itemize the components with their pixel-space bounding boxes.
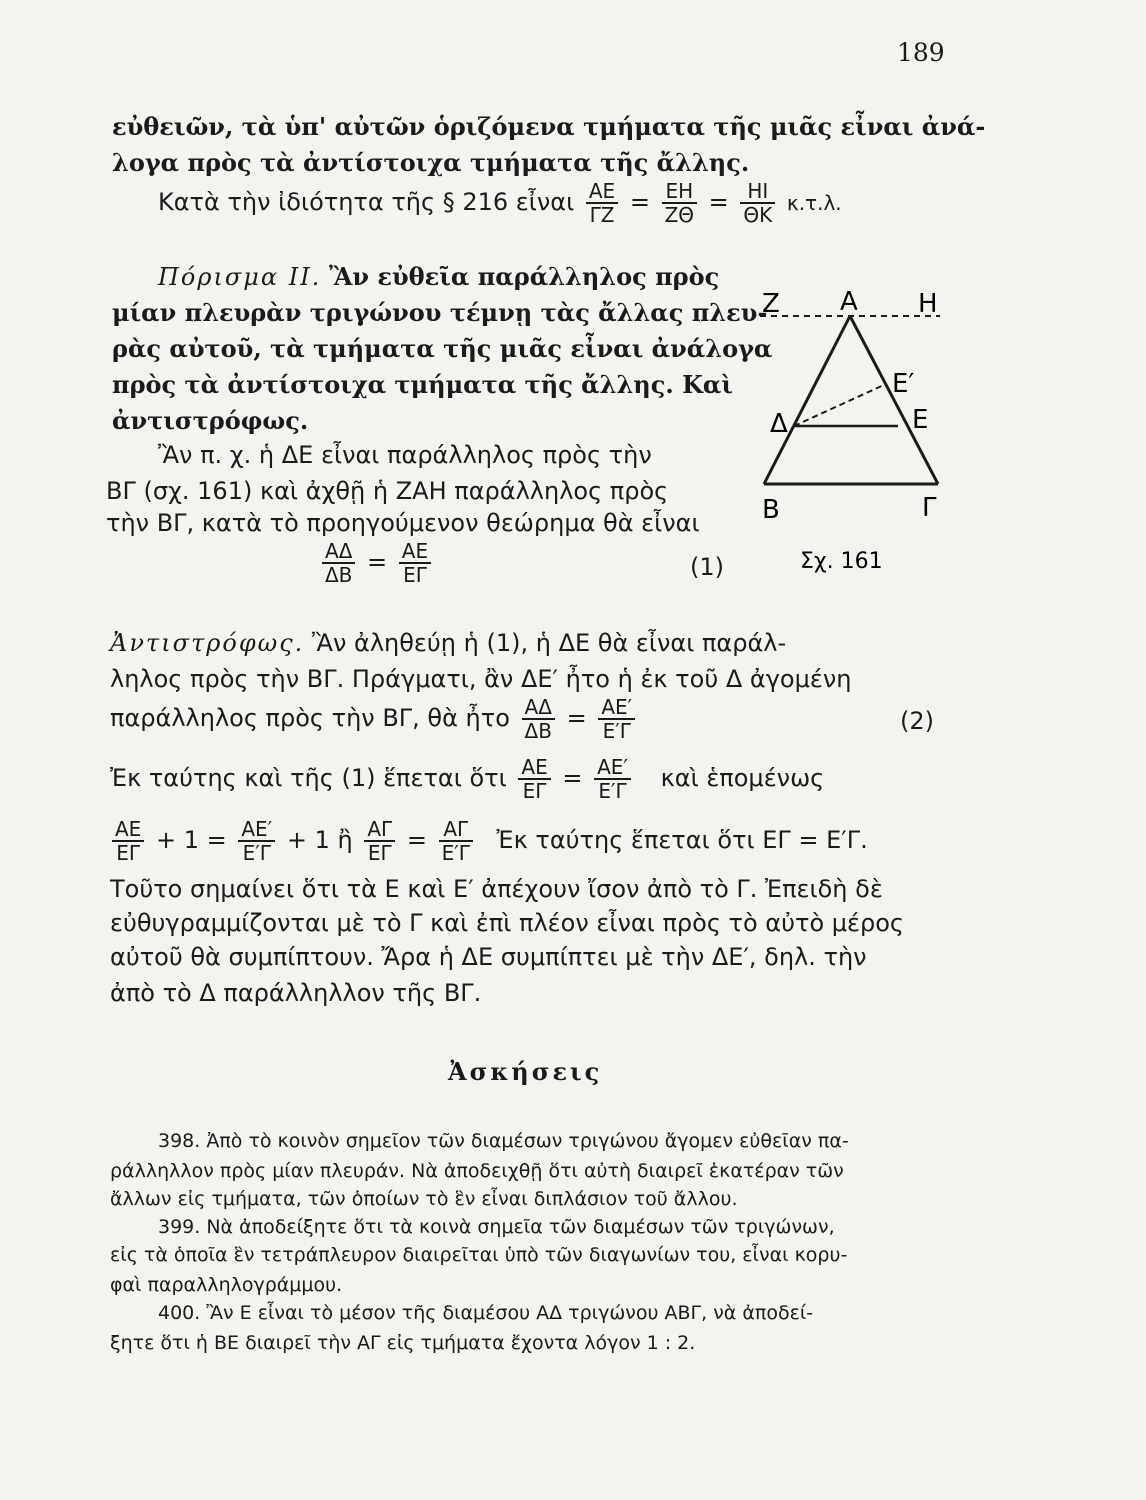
denominator: ΕΓ: [116, 841, 141, 865]
exercise-399-line: εἰς τὰ ὁποῖα ἓν τετράπλευρον διαιρεῖται ὑπὸ τῶν διαγωνίων του, εἶναι κορυ-: [110, 1244, 848, 1266]
exercises-heading: Ἀσκήσεις: [448, 1057, 603, 1086]
denominator: Ε′Γ: [598, 779, 627, 803]
label-z: Ζ: [762, 289, 780, 319]
text-line: μίαν πλευρὰν τριγώνου τέμνῃ τὰς ἄλλας πλευ-: [112, 298, 768, 327]
label-e: Ε: [912, 405, 929, 435]
numerator: ΑΓ: [364, 818, 395, 842]
numerator: ΑΕ: [586, 180, 618, 204]
text-line: εὐθυγραμμίζονται μὲ τὸ Γ καὶ ἐπὶ πλέον εἶναι πρὸς τὸ αὐτὸ μέρος: [110, 909, 905, 937]
equation-1: [318, 540, 435, 586]
exercise-399-line: φαὶ παραλληλογράμμου.: [110, 1274, 343, 1296]
text-segment: + 1 =: [155, 826, 227, 854]
side-ab: [764, 316, 850, 484]
text-line: ἀπὸ τὸ Δ παράλληλλον τῆς ΒΓ.: [110, 979, 482, 1007]
denominator: ΕΓ: [403, 563, 427, 587]
label-a: Α: [840, 287, 858, 317]
text-line: αὐτοῦ θὰ συμπίπτουν. Ἄρα ἡ ΔΕ συμπίπτει μὲ τὴν ΔΕ′, δηλ. τὴν: [110, 943, 867, 971]
porisma-title: Πόρισμα ΙΙ.: [158, 263, 322, 291]
text-line: τὴν ΒΓ, κατὰ τὸ προηγούμενον θεώρημα θὰ εἶναι: [106, 509, 700, 537]
fraction: [238, 818, 275, 864]
equals-sign: =: [406, 826, 427, 854]
equation-tag: (1): [690, 553, 724, 581]
exercise-399-line: 399. Νὰ ἀποδείξητε ὅτι τὰ κοινὰ σημεῖα τῶν διαμέσων τῶν τριγώνων,: [158, 1216, 835, 1238]
fraction: [399, 540, 431, 586]
label-g: Γ: [922, 493, 937, 523]
exercise-400-line: 400. Ἂν Ε εἶναι τὸ μέσον τῆς διαμέσου ΑΔ τριγώνου ΑΒΓ, νὰ ἀποδεί-: [158, 1302, 814, 1324]
denominator: ΘΚ: [743, 203, 773, 227]
equals-sign: =: [708, 188, 729, 216]
text-line: ρὰς αὐτοῦ, τὰ τμήματα τῆς μιᾶς εἶναι ἀνάλογα: [112, 334, 773, 363]
figure-161: [750, 282, 950, 582]
figure-caption: Σχ. 161: [800, 549, 883, 574]
fraction: [662, 180, 697, 226]
label-h: Η: [918, 289, 938, 319]
equation-4-line: [108, 818, 868, 864]
text-segment: Κατὰ τὴν ἰδιότητα τῆς § 216 εἶναι: [158, 188, 575, 216]
numerator: ΑΕ′: [238, 818, 275, 842]
label-b: Β: [762, 495, 780, 525]
fraction: [518, 756, 550, 802]
equals-sign: =: [367, 548, 388, 576]
fraction: [522, 696, 555, 742]
numerator: ΑΔ: [322, 540, 355, 564]
fraction: [598, 696, 635, 742]
exercise-398-line: 398. Ἀπὸ τὸ κοινὸν σημεῖον τῶν διαμέσων τριγώνου ἄγομεν εὐθεῖαν πα-: [158, 1130, 849, 1152]
porisma-line: [158, 262, 719, 292]
numerator: ΗΙ: [740, 180, 775, 204]
equation-tag: (2): [900, 707, 934, 735]
fraction: [322, 540, 355, 586]
numerator: ΑΕ: [112, 818, 144, 842]
fraction: [740, 180, 775, 226]
equals-sign: =: [629, 188, 650, 216]
numerator: ΑΕ′: [598, 696, 635, 720]
text-segment: κ.τ.λ.: [786, 191, 842, 215]
equals-sign: =: [562, 764, 583, 792]
text-line: ἀντιστρόφως.: [112, 406, 309, 435]
text-segment: Ἂν εὐθεῖα παράλληλος πρὸς: [328, 262, 720, 291]
denominator: ΓΖ: [589, 203, 615, 227]
equation-3-line: [110, 756, 824, 802]
label-e-prime: Ε′: [892, 369, 915, 399]
exercise-398-line: ράλληλλον πρὸς μίαν πλευράν. Νὰ ἀποδειχθῇ ὅτι αὐτὴ διαιρεῖ ἑκατέραν τῶν: [110, 1160, 844, 1182]
text-line: ΒΓ (σχ. 161) καὶ ἀχθῇ ἡ ΖΑΗ παράλληλος πρὸς: [106, 477, 669, 505]
text-line: ληλος πρὸς τὴν ΒΓ. Πράγματι, ἂν ΔΕ′ ἦτο ἡ ἐκ τοῦ Δ ἀγομένη: [110, 665, 852, 693]
denominator: Ε′Γ: [441, 841, 470, 865]
fraction: [364, 818, 395, 864]
antistrofos-line: [110, 628, 786, 658]
equals-sign: =: [566, 704, 587, 732]
segment-de1: [794, 384, 886, 426]
text-segment: καὶ ἑπομένως: [660, 764, 825, 792]
text-line: πρὸς τὰ ἀντίστοιχα τμήματα τῆς ἄλλης. Καὶ: [112, 370, 734, 399]
equation-2-line: [110, 696, 639, 742]
label-d: Δ: [770, 409, 788, 439]
denominator: ΔΒ: [524, 719, 552, 743]
page-number: 189: [897, 38, 945, 67]
numerator: ΑΕ′: [594, 756, 631, 780]
denominator: Ε′Γ: [242, 841, 271, 865]
equation-line: [158, 180, 842, 226]
denominator: ΕΓ: [522, 779, 547, 803]
text-segment: Ἂν ἀληθεύῃ ἡ (1), ἡ ΔΕ θὰ εἶναι παράλ-: [311, 629, 787, 657]
numerator: ΑΓ: [439, 818, 473, 842]
denominator: ΔΒ: [325, 563, 353, 587]
text-line: Ἂν π. χ. ἡ ΔΕ εἶναι παράλληλος πρὸς τὴν: [158, 441, 652, 469]
exercise-400-line: ξητε ὅτι ἡ ΒΕ διαιρεῖ τὴν ΑΓ εἰς τμήματα ἔχοντα λόγον 1 : 2.: [110, 1332, 696, 1354]
text-segment: Ἐκ ταύτης ἕπεται ὅτι ΕΓ = Ε′Γ.: [496, 826, 868, 854]
numerator: ΑΕ: [518, 756, 550, 780]
denominator: ΖΘ: [664, 203, 695, 227]
antistrofos-title: Ἀντιστρόφως.: [110, 629, 305, 657]
exercise-398-line: ἄλλων εἰς τμήματα, τῶν ὁποίων τὸ ἓν εἶναι διπλάσιον τοῦ ἄλλου.: [110, 1188, 738, 1210]
side-ag: [850, 316, 938, 484]
denominator: Ε′Γ: [602, 719, 631, 743]
text-segment: παράλληλος πρὸς τὴν ΒΓ, θὰ ἦτο: [110, 704, 510, 732]
numerator: ΕΗ: [662, 180, 697, 204]
text-line: Τοῦτο σημαίνει ὅτι τὰ Ε καὶ Ε′ ἀπέχουν ἴσον ἀπὸ τὸ Γ. Ἐπειδὴ δὲ: [110, 875, 883, 903]
text-line: λογα πρὸς τὰ ἀντίστοιχα τμήματα τῆς ἄλλης.: [112, 148, 750, 177]
fraction: [586, 180, 618, 226]
denominator: ΕΓ: [367, 841, 392, 865]
fraction: [112, 818, 144, 864]
text-segment: + 1 ἢ: [286, 826, 353, 854]
fraction: [439, 818, 473, 864]
fraction: [594, 756, 631, 802]
numerator: ΑΔ: [522, 696, 555, 720]
text-line: εὐθειῶν, τὰ ὑπ' αὐτῶν ὁριζόμενα τμήματα τῆς μιᾶς εἶναι ἀνά-: [112, 112, 986, 141]
text-segment: Ἐκ ταύτης καὶ τῆς (1) ἕπεται ὅτι: [110, 764, 507, 792]
numerator: ΑΕ: [399, 540, 431, 564]
